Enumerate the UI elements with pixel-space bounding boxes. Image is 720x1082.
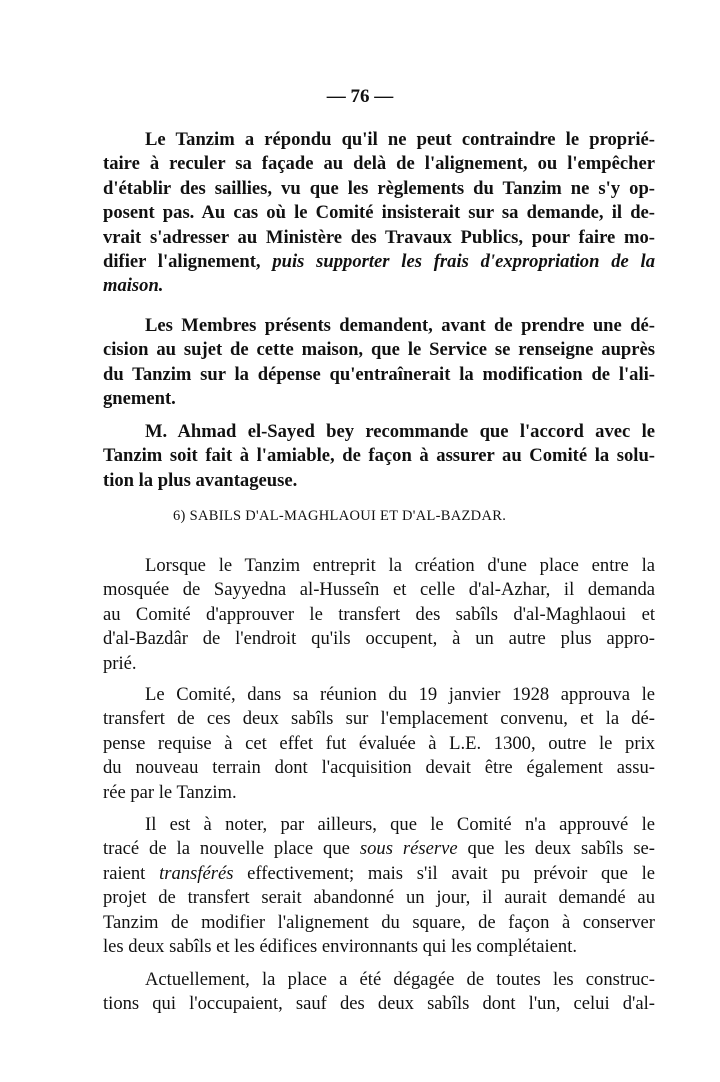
text-segment: les deux sabîls et les édifices environnants qui les complétaient. [103,935,578,957]
text-segment: pense requise à cet effet fut évaluée à L.E. 1300, outre le prix [103,732,655,754]
text-line [103,652,655,676]
text-line [103,968,655,992]
text-line [103,603,655,627]
text-line [103,683,655,707]
text-line [103,813,655,837]
text-segment: M. Ahmad el-Sayed bey recommande que l'accord avec le [145,421,655,442]
text-line [103,578,655,602]
text-segment: raient [103,862,160,884]
text-segment: rée par le Tanzim. [103,781,237,803]
text-segment: tracé de la nouvelle place que [103,838,360,860]
text-segment: cision au sujet de cette maison, que le Service se renseigne auprès [103,339,655,361]
text-line [103,201,655,225]
text-line [103,274,655,298]
paragraph [103,420,655,493]
paragraph [103,968,655,1017]
text-line [103,554,655,578]
text-line [103,935,655,959]
text-segment: transfert de ces deux sabîls sur l'emplacement convenu, et la dé- [103,708,655,730]
text-line [103,250,655,274]
paragraph [103,554,655,676]
text-line [103,469,655,493]
text-segment: que les deux sabîls se- [457,838,655,860]
text-line [103,444,655,468]
text-segment: tions qui l'occupaient, sauf des deux sabîls dont l'un, celui d'al- [103,993,655,1015]
paragraph [103,683,655,805]
text-segment: Les Membres présents demandent, avant de prendre une dé- [145,315,655,336]
page-number: — 76 — [326,86,394,107]
paragraph [103,128,655,299]
text-line [103,387,655,411]
text-segment: tion la plus avantageuse. [103,469,298,491]
text-segment: du nouveau terrain dont l'acquisition devait être également assu- [103,757,655,779]
text-segment: au Comité d'approuver le transfert des sabîls d'al-Maghlaoui et [103,603,655,625]
text-segment: effectivement; mais s'il avait pu prévoir que le [233,862,655,884]
text-segment: d'al-Bazdâr de l'endroit qu'ils occupent, à un autre plus appro- [103,628,655,650]
paragraph [103,813,655,959]
text-line [103,128,655,152]
text-segment: Il est à noter, par ailleurs, que le Comité n'a approuvé le [145,814,655,835]
text-line [103,177,655,201]
text-segment: d'établir des saillies, vu que les règlements du Tanzim ne s'y op- [103,177,655,199]
text-segment: Lorsque le Tanzim entreprit la création d'une place entre la [145,555,655,576]
section-heading: 6) SABILS D'AL-MAGHLAOUI ET D'AL-BAZDAR. [173,508,507,524]
text-segment: Tanzim de modifier l'alignement du square, de façon à conserver [103,911,655,933]
text-segment: vrait s'adresser au Ministère des Travaux Publics, pour faire mo- [103,226,655,248]
italic-text: sous réserve [359,838,458,860]
text-line [103,781,655,805]
text-segment: posent pas. Au cas où le Comité insisterait sur sa demande, il de- [103,202,655,224]
text-segment: du Tanzim sur la dépense qu'entraînerait la modification de l'ali- [103,363,655,385]
text-segment: Le Comité, dans sa réunion du 19 janvier 1928 approuva le [145,684,655,705]
text-line [103,992,655,1016]
text-line [103,627,655,651]
text-segment: taire à reculer sa façade au delà de l'alignement, ou l'empêcher [103,153,655,175]
text-segment: Tanzim soit fait à l'amiable, de façon à assurer au Comité la solu- [103,445,655,467]
text-segment: projet de transfert serait abandonné un jour, il aurait demandé au [103,887,655,909]
text-line [103,152,655,176]
text-line [103,862,655,886]
italic-text: transférés [159,862,234,884]
paragraph [103,314,655,412]
text-segment: difier l'alignement, [103,250,273,272]
text-line [103,420,655,444]
text-line [103,756,655,780]
text-segment: mosquée de Sayyedna al-Husseîn et celle d'al-Azhar, il demanda [103,579,655,601]
text-line [103,363,655,387]
text-line [103,911,655,935]
text-line [103,707,655,731]
text-segment: Le Tanzim a répondu qu'il ne peut contraindre le proprié- [145,129,655,150]
text-line [103,226,655,250]
text-line [103,886,655,910]
text-line [103,314,655,338]
text-segment: gnement. [103,388,176,410]
text-line [103,837,655,861]
text-segment: prié. [103,652,137,674]
italic-text: puis supporter les frais d'expropriation de la [272,250,655,272]
text-line [103,732,655,756]
text-segment: Actuellement, la place a été dégagée de toutes les construc- [145,969,655,990]
italic-text: maison. [103,275,164,297]
text-line [103,338,655,362]
